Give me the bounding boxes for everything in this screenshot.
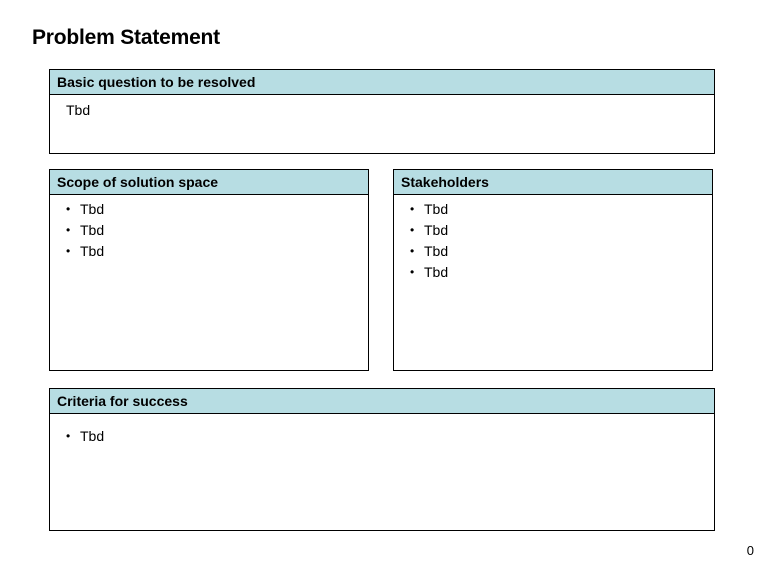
scope-list-item[interactable]: • Tbd <box>66 220 368 241</box>
basic-question-text[interactable]: Tbd <box>66 102 91 118</box>
criteria-box <box>49 388 715 531</box>
stakeholders-list-item[interactable]: • Tbd <box>410 241 712 262</box>
scope-box <box>49 169 369 371</box>
basic-question-box <box>49 69 715 154</box>
stakeholders-list-item[interactable]: • Tbd <box>410 199 712 220</box>
scope-header: Scope of solution space <box>50 170 368 195</box>
basic-question-header: Basic question to be resolved <box>50 70 714 95</box>
stakeholders-box <box>393 169 713 371</box>
page-title: Problem Statement <box>32 26 220 49</box>
stakeholders-list-item[interactable]: • Tbd <box>410 262 712 283</box>
criteria-header: Criteria for success <box>50 389 714 414</box>
scope-list-item[interactable]: • Tbd <box>66 241 368 262</box>
scope-list-item[interactable]: • Tbd <box>66 199 368 220</box>
stakeholders-header: Stakeholders <box>394 170 712 195</box>
criteria-list-item[interactable]: • Tbd <box>66 426 714 447</box>
criteria-list <box>50 414 714 447</box>
stakeholders-list-item[interactable]: • Tbd <box>410 220 712 241</box>
stakeholders-list <box>394 195 712 283</box>
scope-list <box>50 195 368 262</box>
page-number: 0 <box>746 543 754 558</box>
